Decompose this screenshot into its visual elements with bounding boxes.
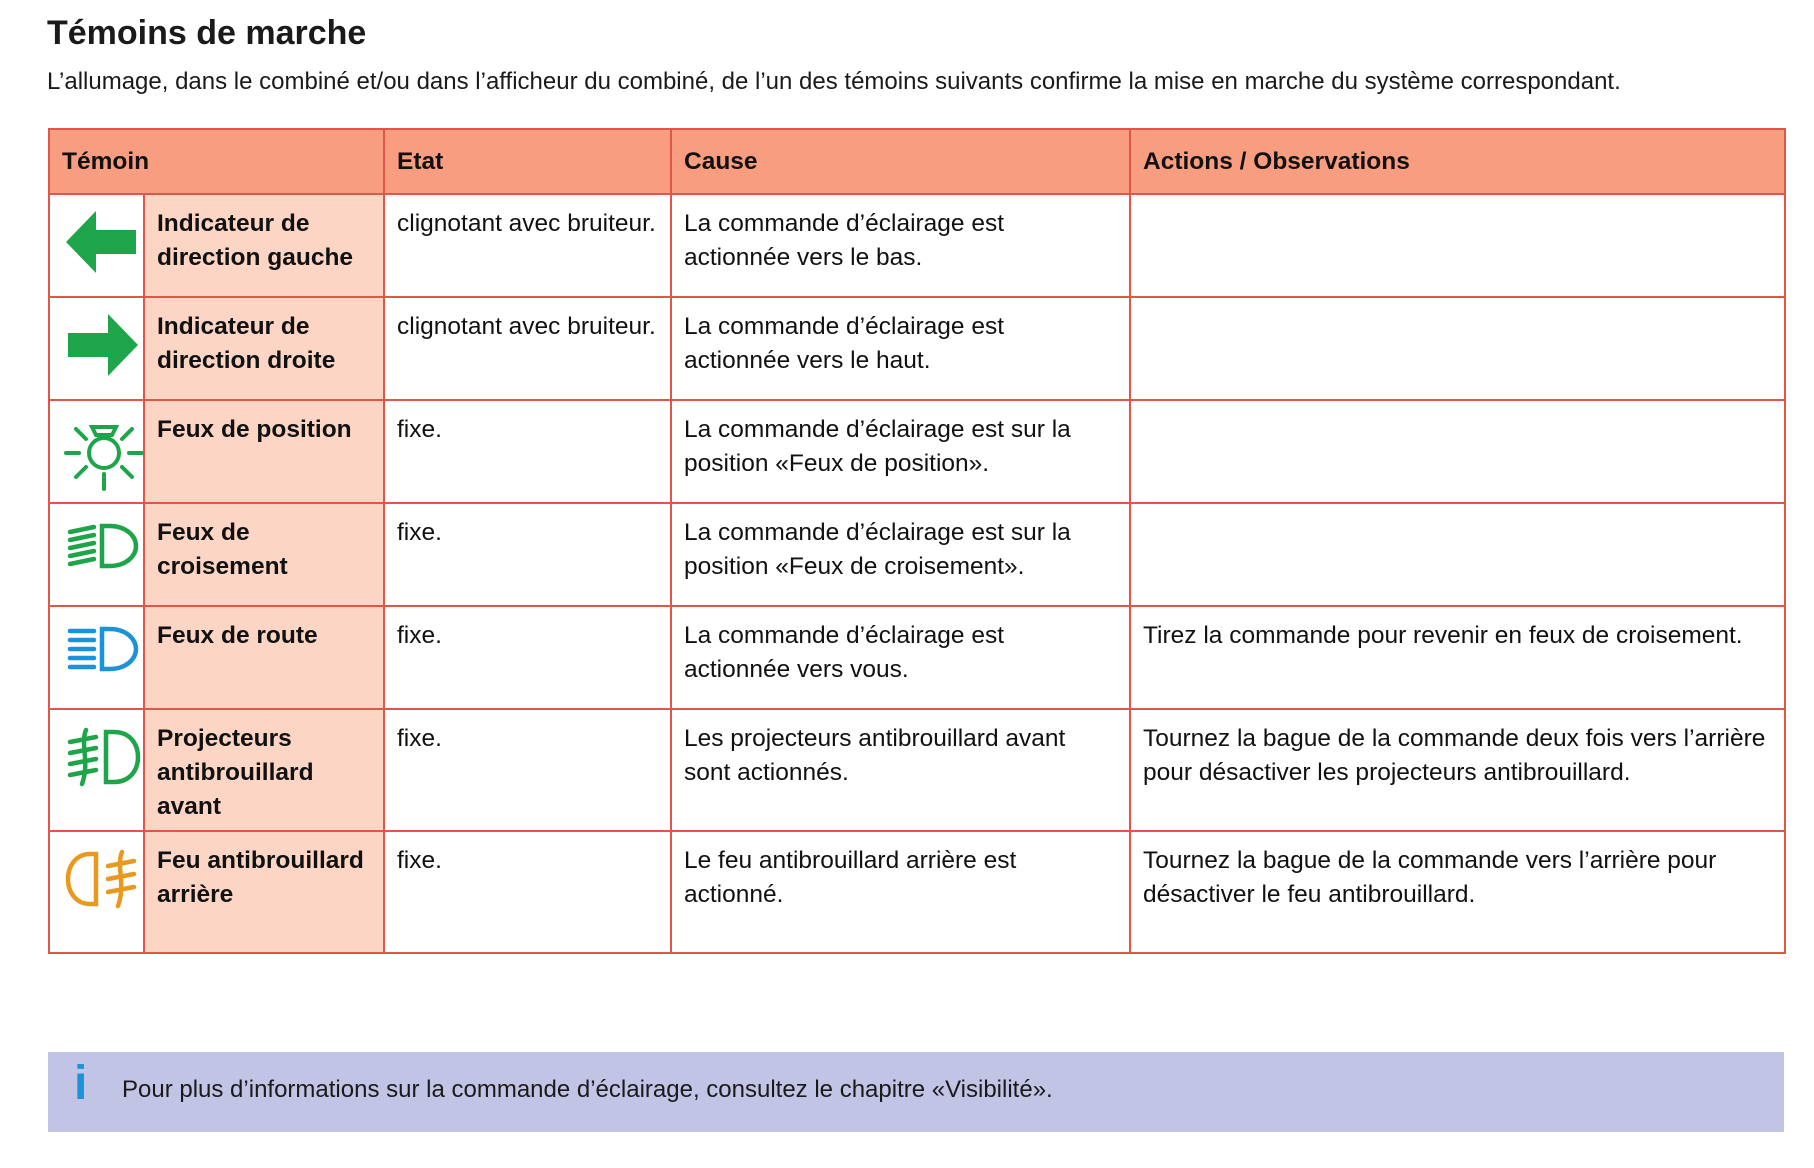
row-icon-cell: [49, 831, 144, 953]
row-name: Indicateur de direction gauche: [144, 194, 384, 297]
table-header-row: [49, 129, 1785, 194]
row-actions: Tournez la bague de la commande vers l’arrière pour désactiver le feu antibrouillard.: [1130, 831, 1785, 953]
row-etat: fixe.: [384, 709, 671, 831]
table-row: [49, 194, 1785, 297]
table-row: [49, 503, 1785, 606]
row-icon-cell: [49, 606, 144, 709]
row-etat: fixe.: [384, 831, 671, 953]
front-fog-lights-icon: [62, 722, 142, 792]
table-row: [49, 831, 1785, 953]
row-icon-cell: [49, 194, 144, 297]
header-cause: Cause: [671, 129, 1130, 194]
row-etat: clignotant avec bruiteur.: [384, 194, 671, 297]
table-row: [49, 400, 1785, 503]
row-cause: La commande d’éclairage est sur la position «Feux de position».: [671, 400, 1130, 503]
row-name: Feux de route: [144, 606, 384, 709]
row-etat: fixe.: [384, 400, 671, 503]
warning-lights-table: [48, 128, 1786, 954]
row-cause: La commande d’éclairage est actionnée vers le bas.: [671, 194, 1130, 297]
row-etat: clignotant avec bruiteur.: [384, 297, 671, 400]
row-actions: Tournez la bague de la commande deux fois vers l’arrière pour désactiver les projecteurs antibrouillard.: [1130, 709, 1785, 831]
row-cause: Les projecteurs antibrouillard avant sont actionnés.: [671, 709, 1130, 831]
row-icon-cell: [49, 297, 144, 400]
row-actions: Tirez la commande pour revenir en feux de croisement.: [1130, 606, 1785, 709]
position-lights-icon: [62, 413, 146, 493]
row-actions: [1130, 503, 1785, 606]
row-actions: [1130, 297, 1785, 400]
row-name: Indicateur de direction droite: [144, 297, 384, 400]
table-row: [49, 606, 1785, 709]
row-name: Feu antibrouillard arrière: [144, 831, 384, 953]
high-beam-icon: [62, 619, 142, 679]
right-arrow-icon: [62, 310, 142, 380]
info-note: [48, 1052, 1784, 1132]
table-row: [49, 709, 1785, 831]
info-icon: i: [74, 1057, 88, 1110]
row-actions: [1130, 400, 1785, 503]
row-icon-cell: [49, 709, 144, 831]
table-row: [49, 297, 1785, 400]
header-actions: Actions / Observations: [1130, 129, 1785, 194]
low-beam-icon: [62, 516, 142, 576]
header-etat: Etat: [384, 129, 671, 194]
row-name: Feux de position: [144, 400, 384, 503]
row-etat: fixe.: [384, 606, 671, 709]
rear-fog-light-icon: [62, 844, 142, 914]
row-cause: La commande d’éclairage est actionnée vers le haut.: [671, 297, 1130, 400]
row-cause: La commande d’éclairage est actionnée vers vous.: [671, 606, 1130, 709]
left-arrow-icon: [62, 207, 142, 277]
header-temoin: Témoin: [49, 129, 384, 194]
row-name: Projecteurs antibrouillard avant: [144, 709, 384, 831]
row-etat: fixe.: [384, 503, 671, 606]
row-icon-cell: [49, 400, 144, 503]
info-note-text: Pour plus d’informations sur la commande d’éclairage, consultez le chapitre «Visibilité».: [122, 1076, 1053, 1103]
intro-text: L’allumage, dans le combiné et/ou dans l’afficheur du combiné, de l’un des témoins suivants confirme la mise en marche du système correspondant.: [47, 68, 1621, 95]
row-icon-cell: [49, 503, 144, 606]
row-name: Feux de croisement: [144, 503, 384, 606]
row-actions: [1130, 194, 1785, 297]
row-cause: La commande d’éclairage est sur la position «Feux de croisement».: [671, 503, 1130, 606]
page-title: Témoins de marche: [47, 14, 367, 52]
row-cause: Le feu antibrouillard arrière est actionné.: [671, 831, 1130, 953]
